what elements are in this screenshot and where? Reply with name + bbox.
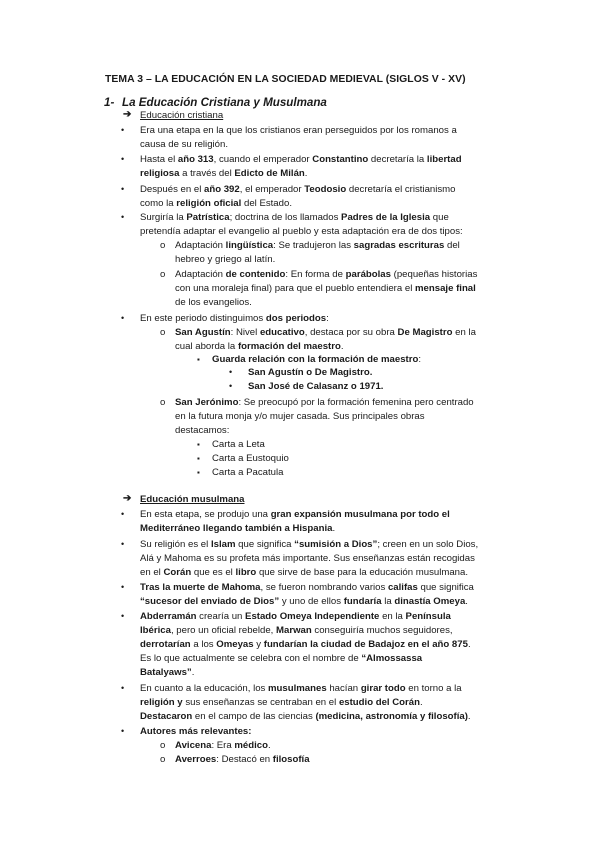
circle-bullet-icon: o — [160, 754, 166, 765]
agustin-item-2: San José de Calasanz o 1971. — [248, 381, 384, 392]
square-bullet-icon: ▪ — [197, 355, 200, 364]
cristiana-b4a-line1: Adaptación lingüística: Se tradujeron las sagradas escrituras del — [175, 240, 460, 251]
musulmana-m5-line2: religión y sus enseñanzas se centraban en el estudio del Corán. — [140, 697, 423, 708]
bullet-icon: • — [229, 367, 233, 377]
bullet-icon: • — [121, 313, 125, 323]
jeronimo-line3: destacamos: — [175, 425, 230, 436]
musulmana-m3-line2: “sucesor del enviado de Dios” y uno de ellos fundaría la dinastía Omeya. — [140, 596, 468, 607]
agustin-line2: cual aborda la formación del maestro. — [175, 341, 344, 352]
musulmana-m5-line3: Destacaron en el campo de las ciencias (medicina, astronomía y filosofía). — [140, 711, 471, 722]
musulmana-m2-line2: Alá y Mahoma es su profeta más importante. Sus enseñanzas están recogidas — [140, 553, 475, 564]
bullet-icon: • — [121, 582, 125, 592]
musulmana-m3-line1: Tras la muerte de Mahoma, se fueron nombrando varios califas que significa — [140, 582, 474, 593]
autores-label: Autores más relevantes: — [140, 726, 252, 737]
cristiana-b5-line1: En este periodo distinguimos dos periodos: — [140, 313, 329, 324]
jeronimo-work: Carta a Leta — [212, 439, 265, 450]
musulmana-m1-line1: En esta etapa, se produjo una gran expansión musulmana por todo el — [140, 509, 450, 520]
document-title: TEMA 3 – LA EDUCACIÓN EN LA SOCIEDAD MEDIEVAL (SIGLOS V - XV) — [105, 74, 466, 85]
musulmana-m1-line2: Mediterráneo llegando también a Hispania. — [140, 523, 336, 534]
section-heading-text: La Educación Cristiana y Musulmana — [122, 96, 327, 109]
bullet-icon: • — [121, 154, 125, 164]
agustin-line1: San Agustín: Nivel educativo, destaca por su obra De Magistro en la — [175, 327, 476, 338]
cristiana-b3-line2: como la religión oficial del Estado. — [140, 198, 292, 209]
musulmana-m4-line5: Batalyaws”. — [140, 667, 195, 678]
musulmana-m2-line1: Su religión es el Islam que significa “sumisión a Dios”; creen en un solo Dios, — [140, 539, 479, 550]
bullet-icon: • — [121, 184, 125, 194]
cristiana-b4b-line3: de los evangelios. — [175, 297, 252, 308]
jeronimo-work: Carta a Eustoquio — [212, 453, 289, 464]
square-bullet-icon: ▪ — [197, 440, 200, 449]
square-bullet-icon: ▪ — [197, 454, 200, 463]
circle-bullet-icon: o — [160, 740, 166, 751]
jeronimo-line2: en la futura monja y/o mujer casada. Sus principales obras — [175, 411, 425, 422]
musulmana-m4-line1: Abderramán crearía un Estado Omeya Independiente en la Península — [140, 611, 451, 622]
cristiana-b1-line1: Era una etapa en la que los cristianos eran perseguidos por los romanos a — [140, 125, 457, 136]
cristiana-b2-line2: religiosa a través del Edicto de Milán. — [140, 168, 308, 179]
bullet-icon: • — [121, 726, 125, 736]
cristiana-b1-line2: causa de su religión. — [140, 139, 228, 150]
bullet-icon: • — [121, 509, 125, 519]
bullet-icon: • — [121, 683, 125, 693]
autor-avicena: Avicena: Era médico. — [175, 740, 271, 751]
circle-bullet-icon: o — [160, 269, 166, 280]
bullet-icon: • — [121, 539, 125, 549]
cristiana-b4b-line2: con una moraleja final) para que el pueblo entendiera el mensaje final — [175, 283, 476, 294]
bullet-icon: • — [229, 381, 233, 391]
bullet-icon: • — [121, 212, 125, 222]
cristiana-b3-line1: Después en el año 392, el emperador Teodosio decretaría el cristianismo — [140, 184, 456, 195]
circle-bullet-icon: o — [160, 327, 166, 338]
subheading-cristiana: Educación cristiana — [140, 110, 224, 121]
bullet-icon: • — [121, 125, 125, 135]
circle-bullet-icon: o — [160, 397, 166, 408]
musulmana-m4-line2: Ibérica, pero un oficial rebelde, Marwan conseguiría muchos seguidores, — [140, 625, 453, 636]
agustin-item-1: San Agustín o De Magistro. — [248, 367, 373, 378]
musulmana-m5-line1: En cuanto a la educación, los musulmanes hacían girar todo en torno a la — [140, 683, 462, 694]
autor-averroes: Averroes: Destacó en filosofía — [175, 754, 310, 765]
arrow-icon: ➔ — [123, 109, 132, 120]
jeronimo-work: Carta a Pacatula — [212, 467, 284, 478]
cristiana-b4b-line1: Adaptación de contenido: En forma de parábolas (pequeñas historias — [175, 269, 478, 280]
cristiana-b4a-line2: hebreo y griego al latín. — [175, 254, 276, 265]
jeronimo-line1: San Jerónimo: Se preocupó por la formación femenina pero centrado — [175, 397, 474, 408]
musulmana-m4-line4: Es lo que actualmente se celebra con el nombre de “Almossassa — [140, 653, 423, 664]
subheading-musulmana: Educación musulmana — [140, 494, 245, 505]
section-heading — [104, 96, 327, 109]
musulmana-m2-line3: en el Corán que es el libro que sirve de base para la educación musulmana. — [140, 567, 469, 578]
agustin-relation: Guarda relación con la formación de maestro: — [212, 354, 421, 365]
cristiana-b4-line2: pretendía adaptar el evangelio al pueblo y esta adaptación era de dos tipos: — [140, 226, 463, 237]
circle-bullet-icon: o — [160, 240, 166, 251]
cristiana-b2-line1: Hasta el año 313, cuando el emperador Constantino decretaría la libertad — [140, 154, 462, 165]
section-number: 1- — [104, 96, 115, 109]
arrow-icon: ➔ — [123, 493, 132, 504]
square-bullet-icon: ▪ — [197, 468, 200, 477]
bullet-icon: • — [121, 611, 125, 621]
musulmana-m4-line3: derrotarían a los Omeyas y fundarían la ciudad de Badajoz en el año 875. — [140, 639, 471, 650]
cristiana-b4-line1: Surgiría la Patrística; doctrina de los llamados Padres de la Iglesia que — [140, 212, 449, 223]
